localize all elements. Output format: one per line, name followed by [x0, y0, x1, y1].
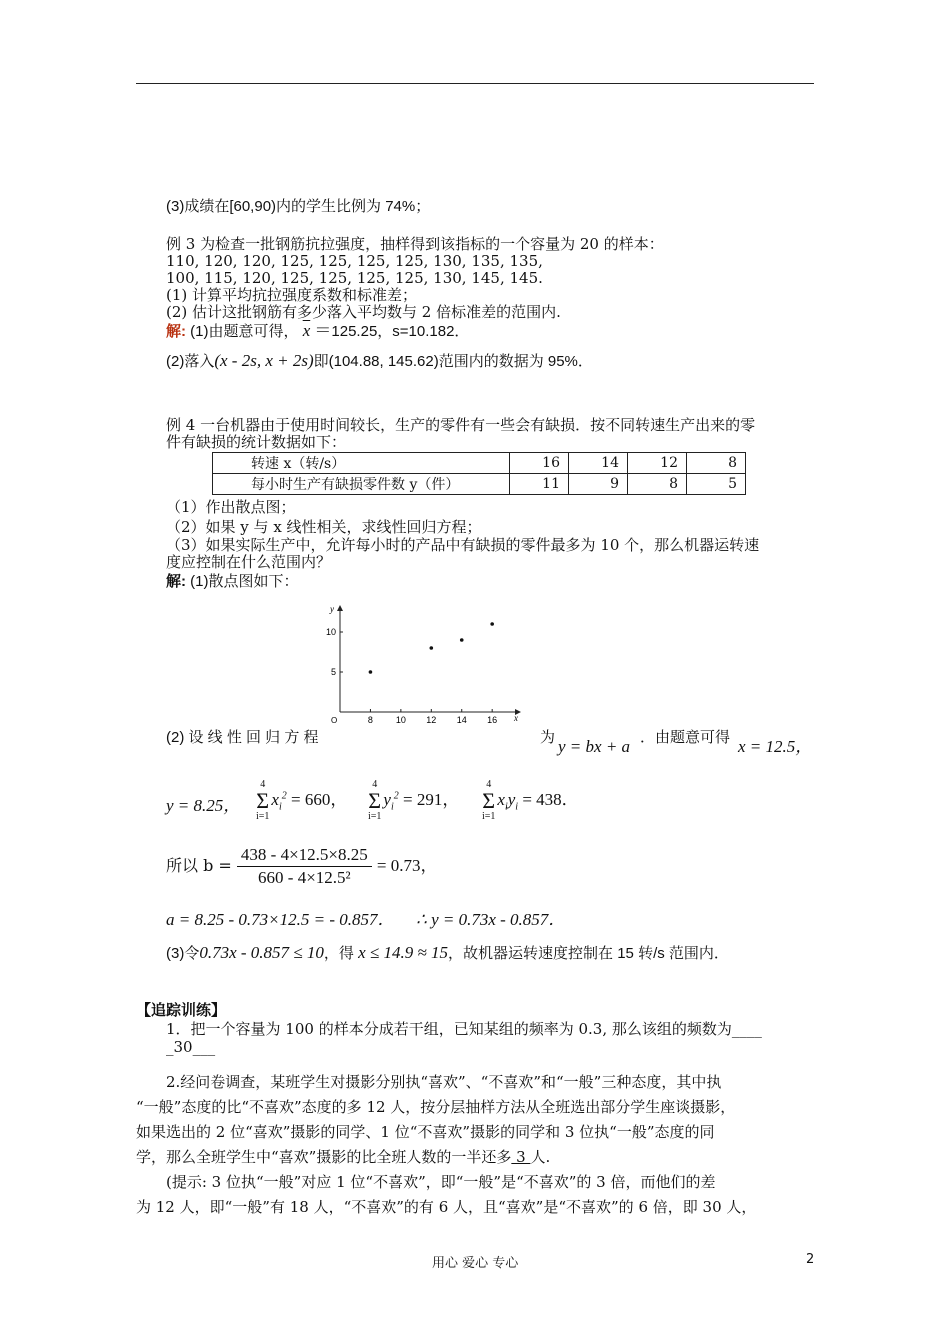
x-axis-label: x [514, 713, 518, 723]
example-3-question-1: (1) 计算平均抗拉强度系数和标准差； [166, 286, 418, 304]
prev-answer-3: (3)成绩在[60,90)内的学生比例为 74%； [166, 198, 431, 215]
origin-label: O [331, 716, 338, 725]
practice-item-2a: 2.经问卷调查，某班学生对摄影分别执“喜欢”、“不喜欢”和“一般”三种态度，其中执 [166, 1073, 722, 1091]
practice-item-2b: “一般”态度的比“不喜欢”态度的多 12 人，按分层抽样方法从全班选出部分学生座谈摄影， [136, 1098, 736, 1116]
x-tick-label: 16 [487, 715, 498, 725]
table-row-label: 每小时生产有缺损零件数 y（件） [213, 474, 510, 495]
solution-label: 解: [166, 323, 186, 340]
sum-xy: 4 Σ $i=1x_iy_i = 438$． [482, 779, 579, 822]
scatter-point [430, 646, 434, 650]
example-4-question-1: （1）作出散点图； [166, 498, 296, 516]
example-3-solution-1: 解: (1)由题意可得， $\overline{x} =125.25$，s=10.182． [166, 321, 470, 340]
b-numerator: 438 - 4×12.5×8.25 [237, 846, 372, 867]
table-cell: 9 [569, 474, 628, 495]
interval-expr: (x - 2s, x + 2s) [214, 351, 314, 370]
table-cell: 8 [687, 453, 746, 474]
example-3-question-2: (2) 估计这批钢筋有多少落入平均数与 2 倍标准差的范围内. [166, 303, 561, 321]
defect-data-table [212, 452, 746, 495]
b-formula: 所以 b = $\frac{438 - 4\times 12.5\times 8.25}{\text{660 - 4×12.5²}}$ = 0.73， [166, 845, 438, 887]
example-4-solution-2a: (2) 设 线 性 回 归 方 程 [166, 729, 319, 746]
practice-item-1a: 1．把一个容量为 100 的样本分成若干组，已知某组的频率为 0.3, 那么该组的频数为____ [166, 1020, 762, 1038]
x-tick-label: 10 [395, 715, 406, 725]
table-cell: 12 [628, 453, 687, 474]
hint-line-2: 为 12 人，即“一般”有 18 人，“不喜欢”的有 6 人，且“喜欢”是“不喜欢”的 6 倍，即 30 人， [136, 1198, 757, 1216]
x-bar: $\overline{x}$ [302, 321, 311, 340]
table-cell: 16 [510, 453, 569, 474]
table-row-label: 转速 x（转/s） [213, 453, 510, 474]
example-4-title-line2: 件有缺损的统计数据如下： [166, 433, 347, 451]
example-4-solution-3: (3)令0.73x - 0.857 ≤ 10，得 x ≤ 14.9 ≈ 15，故机器运转速度控制在 15 转/s 范围内． [166, 943, 729, 962]
solution-label: 解: [166, 573, 186, 590]
example-4-solution-2b: 为 [540, 729, 556, 746]
hint-line-1: (提示: 3 位执“一般”对应 1 位“不喜欢”，即“一般”是“不喜欢”的 3 倍，而他们的差 [166, 1173, 716, 1191]
scatter-point [460, 638, 464, 642]
scatter-plot [318, 600, 530, 730]
practice-heading: 【追踪训练】 [136, 1002, 227, 1019]
page-number: 2 [806, 1252, 815, 1267]
y-mean-eq: y = 8.25， [166, 796, 241, 815]
x-tick-label: 8 [367, 715, 373, 725]
table-cell: 11 [510, 474, 569, 495]
sum-y-squared: 4 Σ $i=1y_i^2 = 291$， [368, 779, 460, 822]
example-4-title-line1: 例 4 一台机器由于使用时间较长，生产的零件有一些会有缺损．按不同转速生产出来的零 [166, 416, 756, 434]
practice-item-1b: _30___ [166, 1038, 216, 1056]
example-4-solution-1: 解: (1)散点图如下： [166, 573, 299, 590]
table-cell: 5 [687, 474, 746, 495]
example-4-question-3b: 度应控制在什么范围内？ [166, 553, 332, 571]
sum-x-squared: 4 Σ $i=1x_i^2 = 660$， [256, 779, 348, 822]
a-formula: a = 8.25 - 0.73×12.5 = - 0.857． [166, 910, 395, 929]
table-row [213, 453, 746, 474]
practice-item-2d: 学，那么全班学生中“喜欢”摄影的比全班人数的一半还多 3 人. [136, 1148, 551, 1166]
y-tick-label: 10 [325, 627, 336, 637]
x-mean-eq: x = 12.5， [738, 737, 813, 756]
practice-item-2c: 如果选出的 2 位“喜欢”摄影的同学、1 位“不喜欢”摄影的同学和 3 位执“一般”态度的同 [136, 1123, 715, 1141]
regression-model: y = bx + a [558, 737, 631, 756]
table-cell: 14 [569, 453, 628, 474]
example-3-title: 例 3 为检查一批钢筋抗拉强度，抽样得到该指标的一个容量为 20 的样本： [166, 235, 664, 253]
header-rule [136, 83, 814, 84]
example-3-data-row2: 100, 115, 120, 125, 125, 125, 125, 130, 145, 145. [166, 269, 543, 287]
table-row [213, 474, 746, 495]
b-denominator: 660 - 4×12.5² [258, 868, 351, 887]
y-axis-label: y [330, 604, 334, 614]
example-4-solution-2c: ．由题意可得 [640, 729, 731, 746]
example-4-question-3a: （3）如果实际生产中，允许每小时的产品中有缺损的零件最多为 10 个，那么机器运转速 [166, 536, 760, 554]
example-4-question-2: （2）如果 y 与 x 线性相关，求线性回归方程； [166, 518, 482, 536]
answer-blank: 3 [511, 1148, 531, 1166]
x-tick-label: 14 [456, 715, 467, 725]
scatter-point [490, 622, 494, 626]
example-3-data-row1: 110, 120, 120, 125, 125, 125, 125, 130, 135, 135, [166, 252, 543, 270]
scatter-point [369, 670, 373, 674]
regression-result: ∴ y = 0.73x - 0.857． [416, 910, 566, 929]
table-cell: 8 [628, 474, 687, 495]
x-tick-label: 12 [426, 715, 437, 725]
footer-motto: 用心 爱心 专心 [432, 1256, 519, 1271]
y-tick-label: 5 [330, 667, 336, 677]
example-3-solution-2: (2)落入(x - 2s, x + 2s)即(104.88, 145.62)范围内的数据为 95%． [166, 351, 593, 370]
